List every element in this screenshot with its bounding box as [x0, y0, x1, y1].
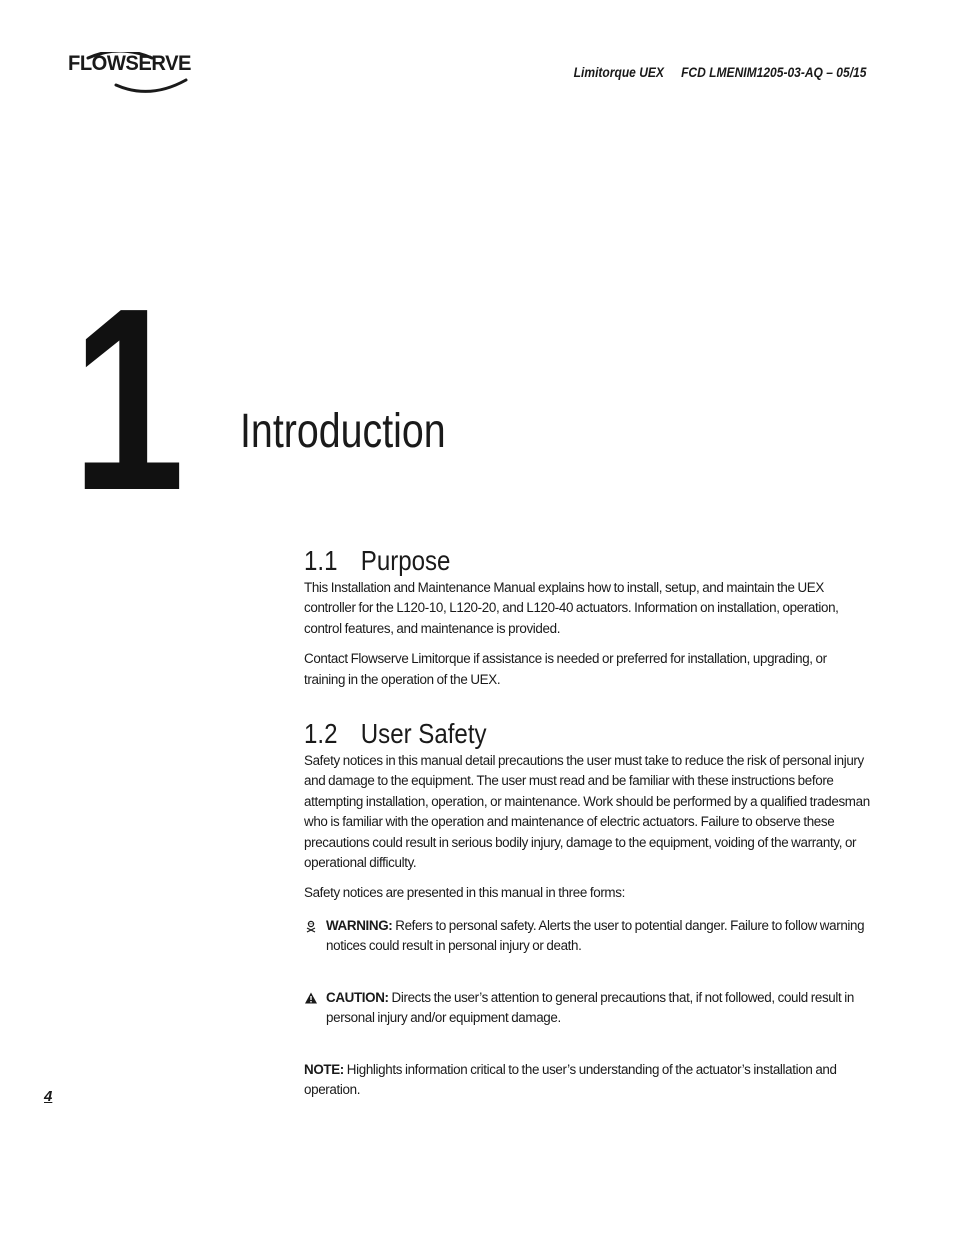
skull-crossbones-icon [304, 919, 318, 933]
warning-text: Refers to personal safety. Alerts the user to potential danger. Failure to follow warning notices could result in personal injury or death. [326, 917, 865, 954]
section-number: 1.2 [304, 718, 338, 750]
caution-notice [304, 988, 870, 1029]
note-notice [304, 1060, 870, 1101]
note-label: NOTE: [304, 1061, 344, 1077]
section-title: Purpose [360, 545, 451, 576]
warning-triangle-icon [304, 991, 318, 1005]
section-number: 1.1 [304, 545, 338, 576]
caution-label: CAUTION: [326, 989, 389, 1005]
warning-label: WARNING: [326, 917, 393, 933]
warning-notice [304, 916, 870, 957]
logo-text: FLOWSERVE [68, 52, 191, 75]
paragraph: Safety notices are presented in this manual in three forms: [304, 885, 625, 901]
product-name: Limitorque UEX [573, 64, 664, 80]
running-header [573, 64, 866, 80]
caution-text: Directs the user’s attention to general precautions that, if not followed, could result in personal injury and/or equipment damage. [326, 989, 854, 1026]
paragraph: Contact Flowserve Limitorque if assistance is needed or preferred for installation, upgrading, or training in the operation of the UEX. [304, 651, 827, 687]
document-code: FCD LMENIM1205-03-AQ – 05/15 [680, 64, 866, 80]
flowserve-logo [68, 52, 208, 96]
page-number: 4 [44, 1088, 53, 1105]
chapter-number: 1 [72, 255, 185, 545]
paragraph: This Installation and Maintenance Manual explains how to install, setup, and maintain the UEX controller for the L120-10, L120-20, and L120-40 actuators. Information on installation, operation, control features, and maintenance is provided. [304, 580, 839, 636]
section-heading-user-safety [304, 717, 791, 751]
note-text: Highlights information critical to the user’s understanding of the actuator’s installation and operation. [304, 1061, 837, 1097]
main-content [304, 544, 870, 1100]
chapter-title: Introduction [240, 405, 446, 458]
section-title: User Safety [360, 718, 487, 750]
paragraph: Safety notices in this manual detail precautions the user must take to reduce the risk of personal injury and damage to the equipment. The user must read and be familiar with these instructions before attempting installation, operation, or maintenance. Work should be performed by a qualified tradesman who is familiar with the operation and maintenance of electric actuators. Failure to observe these precautions could result in serious bodily injury, damage to the equipment, voiding of the warranty, or operational difficulty. [304, 753, 870, 871]
logo-swoosh-icon [68, 52, 208, 96]
section-heading-purpose [304, 544, 791, 578]
